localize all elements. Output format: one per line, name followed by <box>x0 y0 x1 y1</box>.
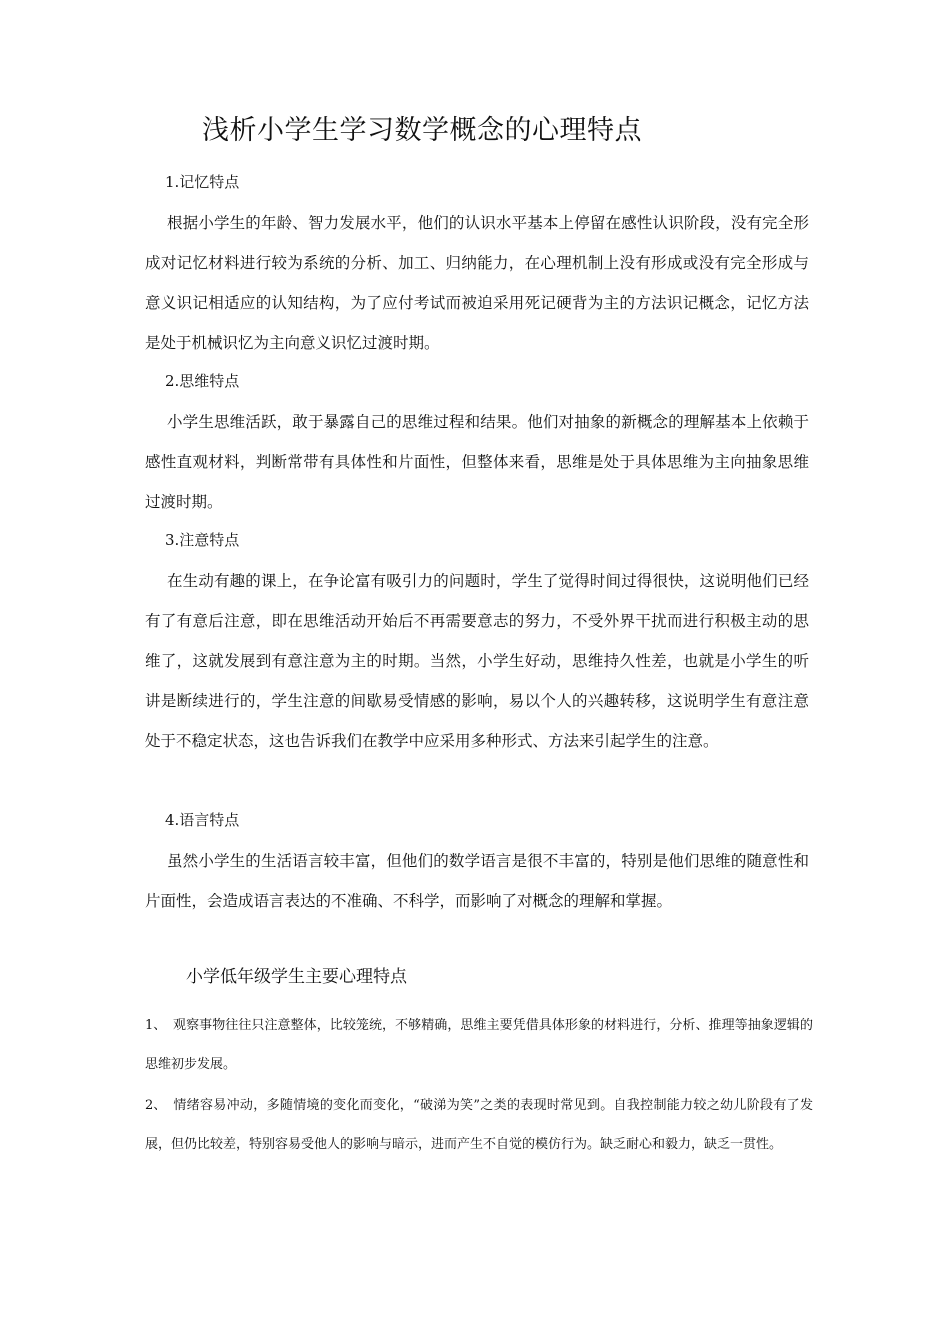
section-paragraph: 虽然小学生的生活语言较丰富，但他们的数学语言是很不丰富的，特别是他们思维的随意性和片面性，会造成语言表达的不准确、不科学，而影响了对概念的理解和掌握。 <box>145 852 809 910</box>
list-item <box>145 1086 813 1164</box>
list-item-text: 情绪容易冲动，多随情境的变化而变化，“破涕为笑”之类的表现时常见到。自我控制能力较之幼儿阶段有了发展，但仍比较差，特别容易受他人的影响与暗示，进而产生不自觉的模仿行为。缺乏耐心和毅力，缺乏一贯性。 <box>145 1098 813 1152</box>
section-paragraph: 小学生思维活跃，敢于暴露自己的思维过程和结果。他们对抽象的新概念的理解基本上依赖于感性直观材料，判断常带有具体性和片面性，但整体来看，思维是处于具体思维为主向抽象思维过渡时期。 <box>145 413 809 511</box>
characteristics-list <box>145 1006 813 1166</box>
section-heading: 4.语言特点 <box>165 811 240 829</box>
section-paragraph: 在生动有趣的课上，在争论富有吸引力的问题时，学生了觉得时间过得很快，这说明他们已经有了有意后注意，即在思维活动开始后不再需要意志的努力，不受外界干扰而进行积极主动的思维了，这就发展到有意注意为主的时期。当然，小学生好动，思维持久性差，也就是小学生的听讲是断续进行的，学生注意的间歇易受情感的影响，易以个人的兴趣转移，这说明学生有意注意处于不稳定状态，这也告诉我们在教学中应采用多种形式、方法来引起学生的注意。 <box>145 572 809 750</box>
document-title: 浅析小学生学习数学概念的心理特点 <box>202 115 642 146</box>
section-paragraph: 根据小学生的年龄、智力发展水平，他们的认识水平基本上停留在感性认识阶段，没有完全形成对记忆材料进行较为系统的分析、加工、归纳能力，在心理机制上没有形成或没有完全形成与意义识记相适应的认知结构，为了应付考试而被迫采用死记硬背为主的方法识记概念，记忆方法是处于机械识忆为主向意义识忆过渡时期。 <box>145 214 809 352</box>
section-heading: 1.记忆特点 <box>165 173 240 191</box>
list-item-number: 2、 <box>145 1098 167 1113</box>
section-heading: 2.思维特点 <box>165 372 240 390</box>
section-attention <box>145 529 809 761</box>
list-item-text: 观察事物往往只注意整体，比较笼统，不够精确，思维主要凭借具体形象的材料进行，分析、推理等抽象逻辑的思维初步发展。 <box>145 1018 813 1072</box>
list-item <box>145 1006 813 1084</box>
list-item-number: 1、 <box>145 1018 167 1033</box>
section-thinking <box>145 370 809 522</box>
section-language <box>145 809 809 921</box>
section-heading: 3.注意特点 <box>165 531 240 549</box>
section-memory <box>145 171 809 363</box>
document-subtitle: 小学低年级学生主要心理特点 <box>186 967 407 987</box>
